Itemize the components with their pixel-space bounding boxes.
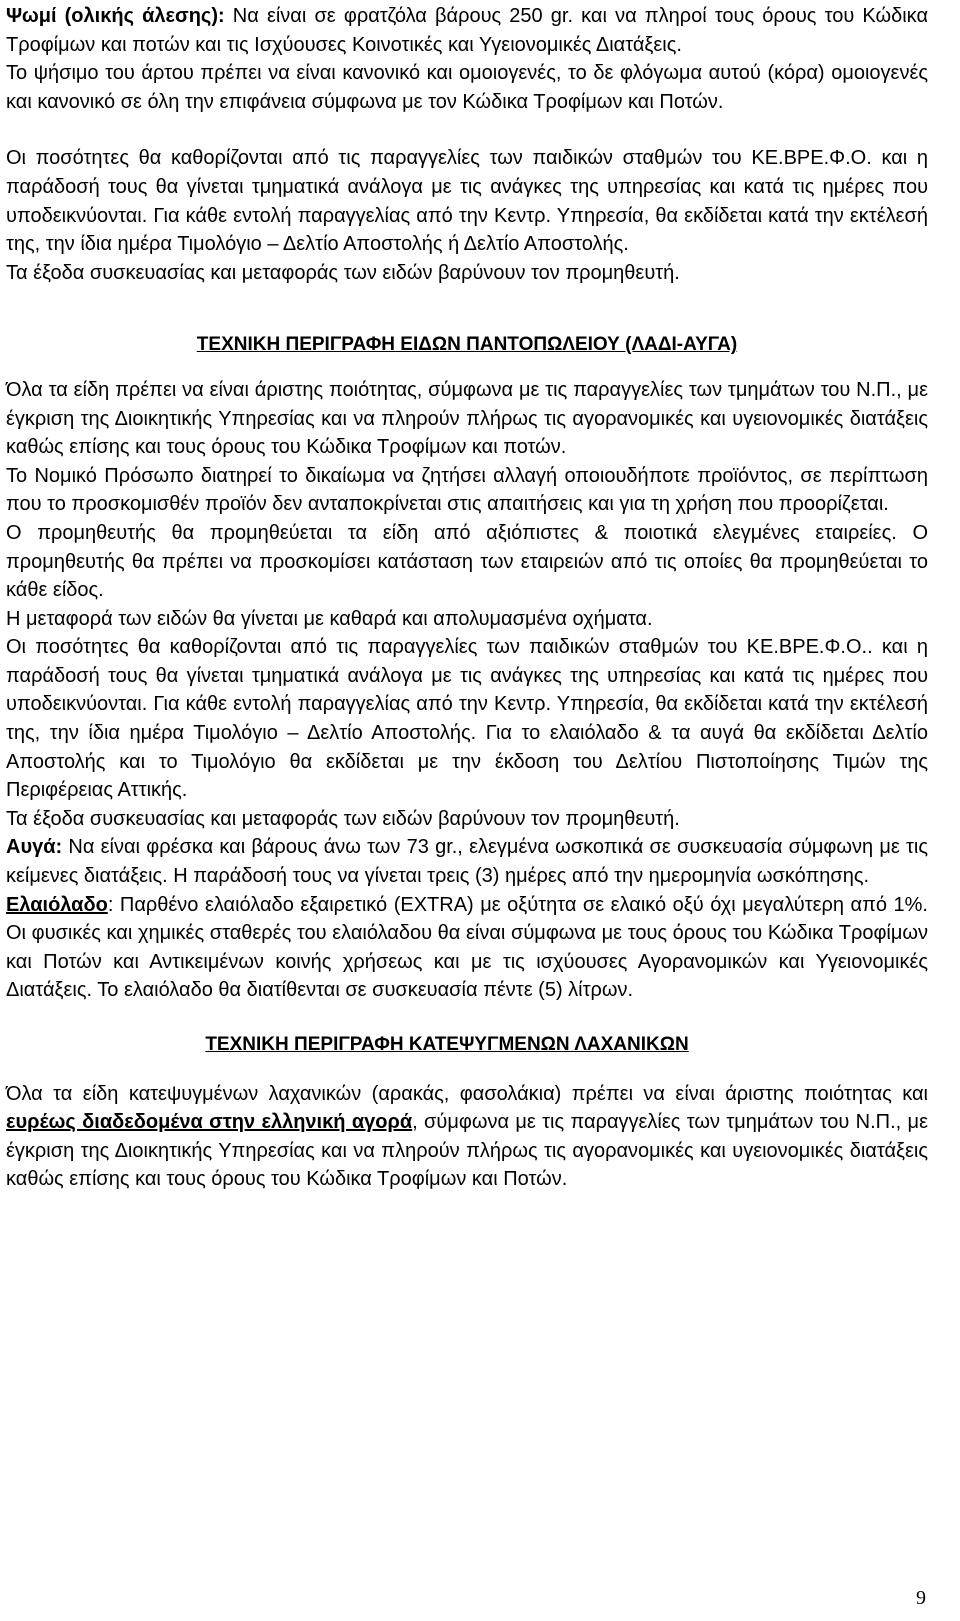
paragraph-expenses-2: Τα έξοδα συσκευασίας και μεταφοράς των ειδών βαρύνουν τον προμηθευτή.	[6, 807, 680, 830]
frozen-text-emphasis: ευρέως διαδεδομένα στην ελληνική αγορά	[6, 1111, 413, 1134]
section-heading-grocery: ΤΕΧΝΙΚΗ ΠΕΡΙΓΡΑΦΗ ΕΙΔΩΝ ΠΑΝΤΟΠΩΛΕΙΟΥ (ΛΑΔΙ-ΑΥΓΑ)	[196, 334, 738, 356]
paragraph-transport: Η μεταφορά των ειδών θα γίνεται με καθαρά και απολυμασμένα οχήματα.	[6, 607, 653, 630]
paragraph-suppliers: Ο προμηθευτής θα προμηθεύεται τα είδη από αξιόπιστες & ποιοτικά ελεγμένες εταιρείες. Ο προμηθευτής θα πρέπει να προσκομίσει κατάσταση των εταιρειών από τις οποίες θα προμηθεύεται το κάθε είδος.	[6, 521, 928, 602]
frozen-text-before: Όλα τα είδη κατεψυγμένων λαχανικών (αρακάς, φασολάκια) πρέπει να είναι άριστης ποιότητας και	[6, 1082, 928, 1105]
paragraph-quantities-2: Οι ποσότητες θα καθορίζονται από τις παραγγελίες των παιδικών σταθμών του ΚΕ.ΒΡΕ.Φ.Ο.. και η παράδοσή τους θα γίνεται τμηματικά ανάλογα με τις ανάγκες της υπηρεσίας και κατά τις ημέρες που υποδεικνύονται. Για κάθε εντολή παραγγελίας από την Κεντρ. Υπηρεσία, θα εκδίδεται κατά την εκτέλεσή της, την ίδια ημέρα Τιμολόγιο – Δελτίο Αποστολής. Για το ελαιόλαδο & τα αυγά θα εκδίδεται Δελτίο Αποστολής και το Τιμολόγιο θα εκδίδεται με την έκδοση του Δελτίου Πιστοποίησης Τιμών της Περιφέρειας Αττικής.	[6, 636, 928, 802]
spacer	[6, 116, 928, 144]
bread-text: Να είναι σε φρατζόλα βάρους 250 gr. και να πληροί τους όρους του Κώδικα Τροφίμων και ποτών και τις Ισχύουσες Κοινοτικές και Υγειονομικές Διατάξεις.	[6, 5, 928, 56]
olive-oil-label: Ελαιόλαδο	[6, 893, 108, 916]
paragraph-right-to-change: Το Νομικό Πρόσωπο διατηρεί το δικαίωμα να ζητήσει αλλαγή οποιουδήποτε προϊόντος, σε περίπτωση που το προσκομισθέν προϊόν δεν ανταποκρίνεται στις απαιτήσεις και για τη χρήση που προορίζεται.	[6, 464, 928, 516]
frozen-text-after: , σύμφωνα με τις παραγγελίες των τμημάτων του Ν.Π., με έγκριση της Διοικητικής Υπηρεσίας και να πληρούν πλήρως τις αγορανομικές και υγειονομικές διατάξεις καθώς επίσης και τους όρους του Κώδικα Τροφίμων και Ποτών.	[6, 1111, 928, 1191]
page-number: 9	[916, 1587, 926, 1609]
paragraph-frozen-vegetables	[6, 1080, 928, 1194]
paragraph-olive-oil	[6, 891, 928, 1005]
paragraph-bread	[6, 2, 928, 59]
document-page	[6, 2, 928, 1194]
eggs-text: Να είναι φρέσκα και βάρους άνω των 73 gr., ελεγμένα ωσκοπικά σε συσκευασία σύμφωνη με τις κείμενες διατάξεις. Η παράδοσή τους να γίνεται τρεις (3) ημέρες από την ημερομηνία ωσκόπησης.	[6, 836, 928, 888]
olive-oil-text: : Παρθένο ελαιόλαδο εξαιρετικό (EXTRA) με οξύτητα σε ελαικό οξύ όχι μεγαλύτερη από 1%. Οι φυσικές και χημικές σταθερές του ελαιόλαδου θα είναι σύμφωνα με τους όρους του Κώδικα Τροφίμων και Ποτών και Αντικειμένων κοινής χρήσεως και με τις ισχύουσες Αγορανομικών και Υγειονομικές Διατάξεις. Το ελαιόλαδο θα διατίθενται σε συσκευασία πέντε (5) λίτρων.	[6, 893, 928, 1002]
eggs-label: Αυγά:	[6, 836, 63, 859]
paragraph-baking: Το ψήσιμο του άρτου πρέπει να είναι κανονικό και ομοιογενές, το δε φλόγωμα αυτού (κόρα) ομοιογενές και κανονικό σε όλη την επιφάνεια σύμφωνα με τον Κώδικα Τροφίμων και Ποτών.	[6, 62, 928, 113]
bread-label: Ψωμί (ολικής άλεσης):	[6, 5, 225, 27]
paragraph-expenses: Τα έξοδα συσκευασίας και μεταφοράς των ειδών βαρύνουν τον προμηθευτή.	[6, 261, 680, 284]
section-heading-frozen-vegetables: ΤΕΧΝΙΚΗ ΠΕΡΙΓΡΑΦΗ ΚΑΤΕΨΥΓΜΕΝΩΝ ΛΑΧΑΝΙΚΩΝ	[205, 1034, 689, 1055]
paragraph-quantities: Οι ποσότητες θα καθορίζονται από τις παραγγελίες των παιδικών σταθμών του ΚΕ.ΒΡΕ.Φ.Ο. και η παράδοσή τους θα γίνεται τμηματικά ανάλογα με τις ανάγκες της υπηρεσίας και κατά τις ημέρες που υποδεικνύονται. Για κάθε εντολή παραγγελίας από την Κεντρ. Υπηρεσία, θα εκδίδεται κατά την εκτέλεσή της, την ίδια ημέρα Τιμολόγιο – Δελτίο Αποστολής ή Δελτίο Αποστολής.	[6, 147, 928, 256]
paragraph-eggs	[6, 833, 928, 890]
spacer	[6, 287, 928, 315]
paragraph-quality: Όλα τα είδη πρέπει να είναι άριστης ποιότητας, σύμφωνα με τις παραγγελίες των τμημάτων του Ν.Π., με έγκριση της Διοικητικής Υπηρεσίας και να πληρούν πλήρως τις αγορανομικές και υγειονομικές διατάξεις καθώς επίσης και τους όρους του Κώδικα Τροφίμων και ποτών.	[6, 378, 928, 459]
